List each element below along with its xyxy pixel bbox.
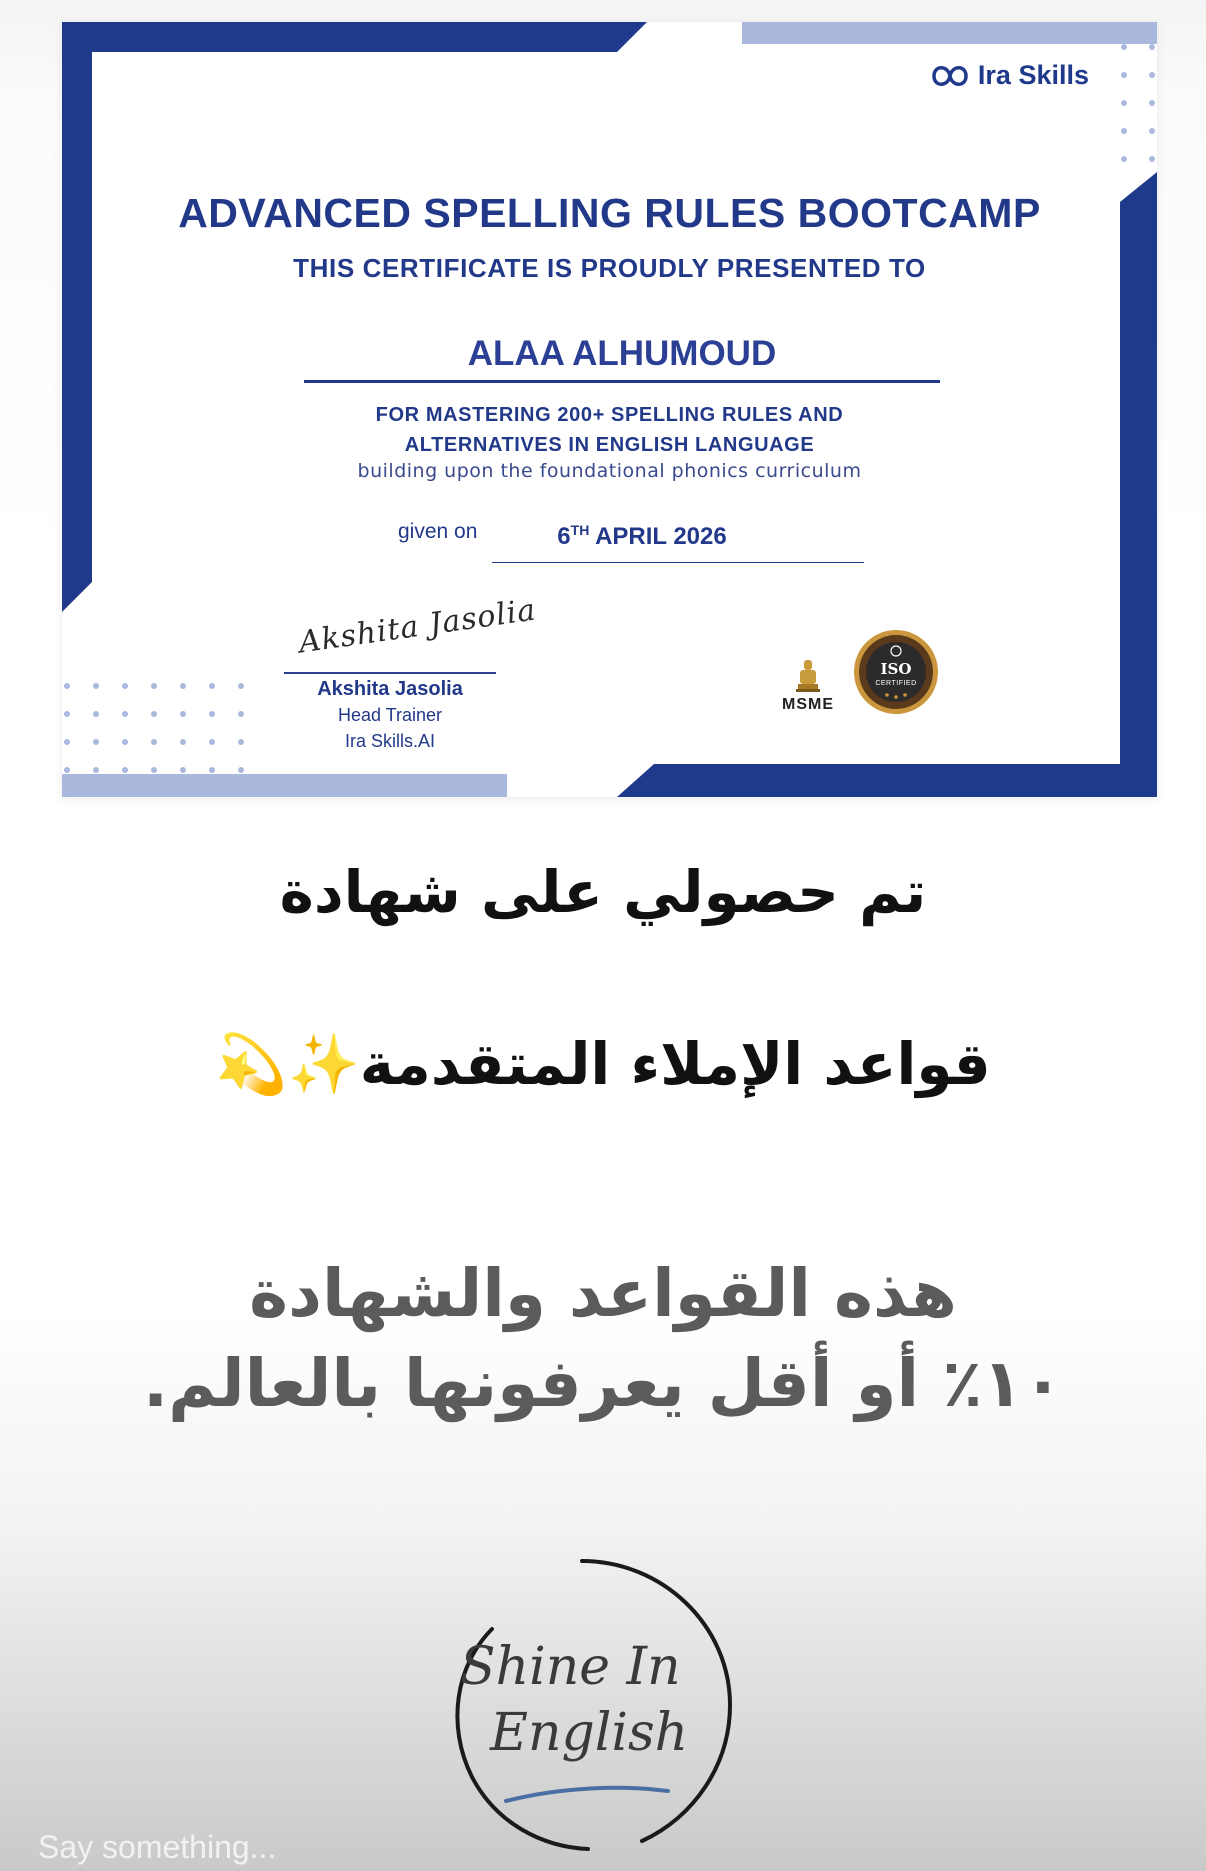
date-underline <box>492 562 864 563</box>
national-emblem-icon <box>795 658 821 694</box>
caption-line-2: قواعد الإملاء المتقدمة✨💫 <box>215 1030 991 1098</box>
iso-sub-label: CERTIFIED <box>875 680 917 687</box>
certificate-title: ADVANCED SPELLING RULES BOOTCAMP <box>178 190 1041 236</box>
date-suffix: TH <box>570 522 590 538</box>
handwritten-signature: Akshita Jasolia <box>296 592 539 661</box>
issue-date <box>492 522 792 551</box>
reason-line-1: FOR MASTERING 200+ SPELLING RULES AND <box>375 404 844 426</box>
shine-in-english-sticker[interactable] <box>432 1555 742 1855</box>
caption-line-1: تم حصولي على شهادة <box>279 858 927 926</box>
signer-role: Head Trainer <box>337 705 443 725</box>
brand-name: Ira Skills <box>977 60 1089 90</box>
signer-name: Akshita Jasolia <box>317 678 463 700</box>
caption-line-3: هذه القواعد والشهادة <box>249 1255 957 1332</box>
iso-label: ISO <box>880 660 912 678</box>
ira-skills-logo <box>930 60 1089 91</box>
infinity-logo-icon <box>930 63 970 89</box>
iso-certified-badge <box>853 629 939 715</box>
date-rest: APRIL 2026 <box>595 523 727 550</box>
sticker-word-2: English <box>490 1703 689 1763</box>
reply-input[interactable] <box>36 1826 540 1868</box>
caption-line-4: ١٠٪ أو أقل يعرفونها بالعالم. <box>143 1345 1063 1422</box>
recipient-name: ALAA ALHUMOUD <box>304 334 940 383</box>
reason-line-2: ALTERNATIVES IN ENGLISH LANGUAGE <box>404 434 815 456</box>
msme-text: MSME <box>782 696 834 713</box>
certificate-image <box>62 22 1157 797</box>
sticker-word-1: Shine In <box>460 1637 681 1697</box>
certificate-reason <box>62 400 1157 460</box>
certificate-subtitle: THIS CERTIFICATE IS PROUDLY PRESENTED TO <box>293 253 926 283</box>
signature-line <box>284 672 496 674</box>
date-day: 6 <box>557 523 571 550</box>
msme-logo <box>778 658 838 714</box>
reason-note: building upon the foundational phonics curriculum <box>357 460 862 482</box>
signer-org: Ira Skills.AI <box>344 731 436 751</box>
given-on-label: given on <box>398 520 478 543</box>
